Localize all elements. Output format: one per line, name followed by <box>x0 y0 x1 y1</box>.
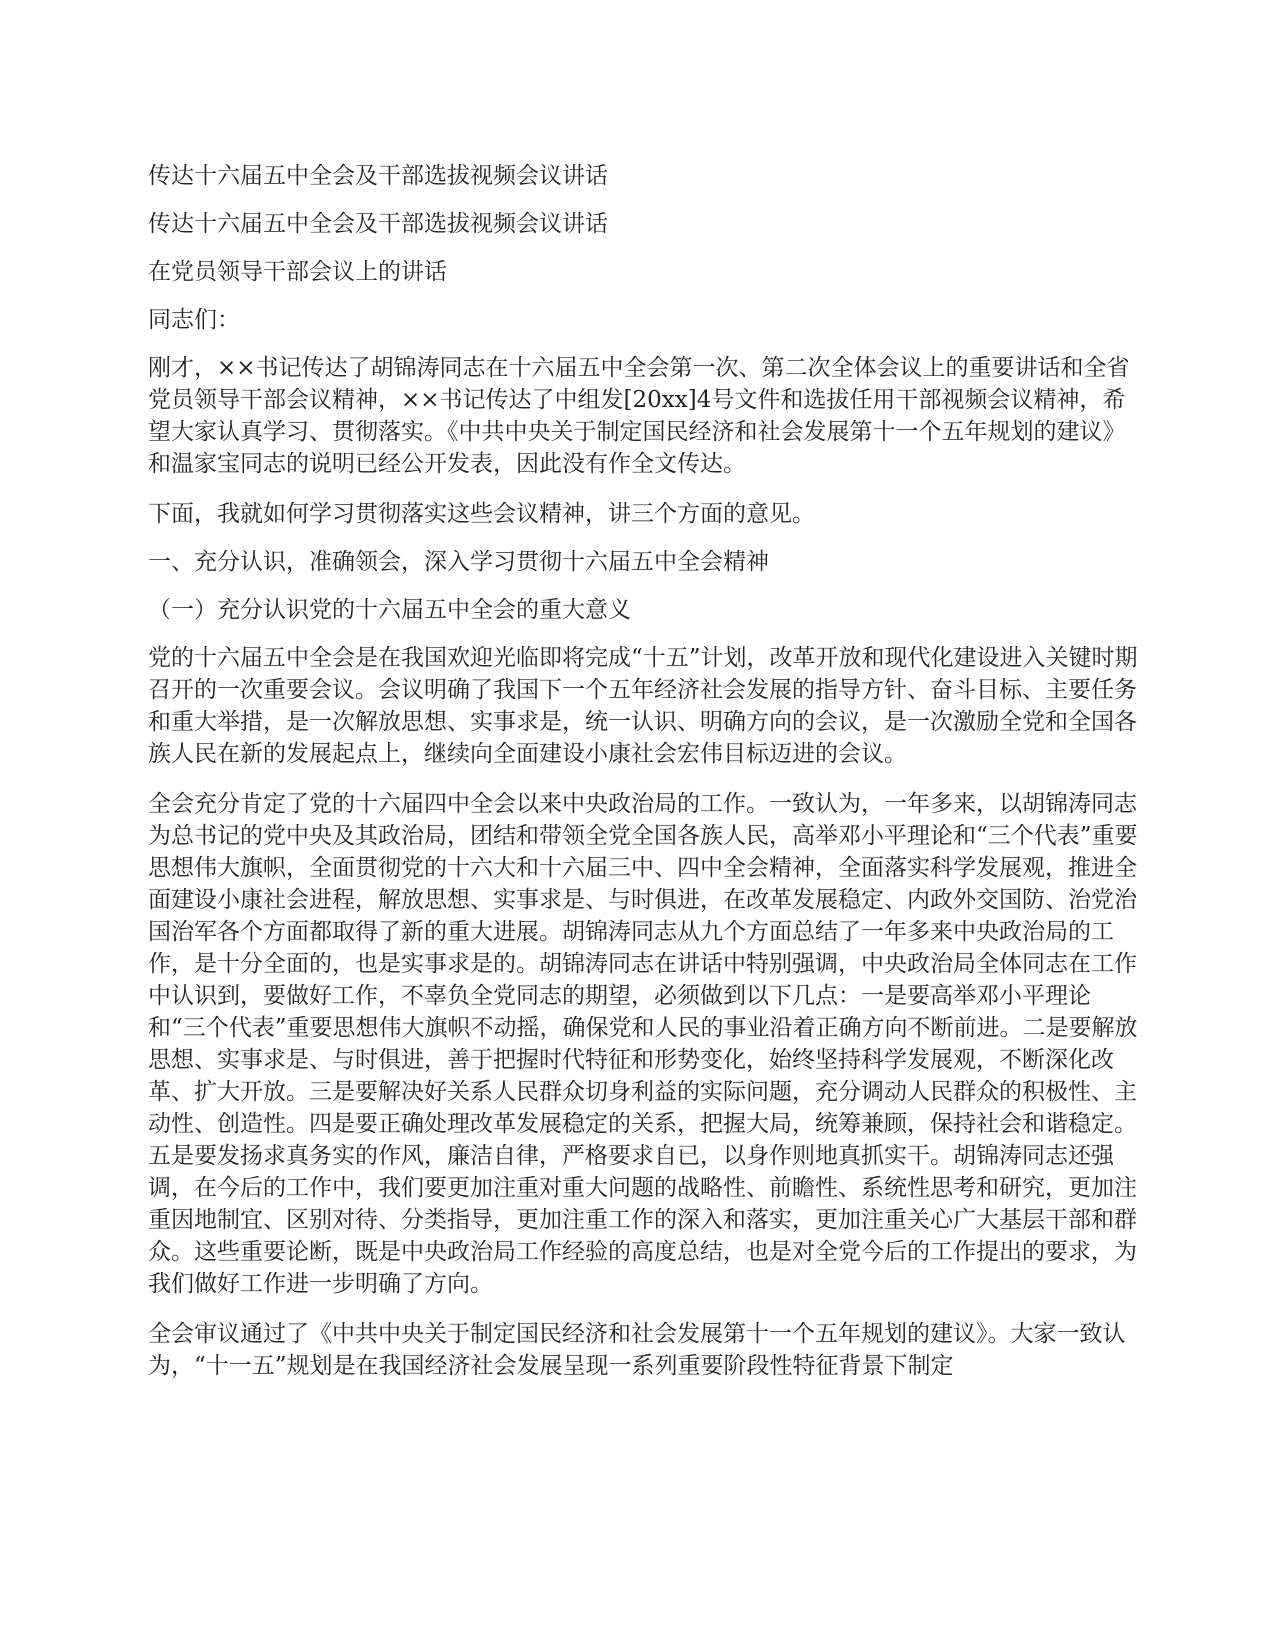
paragraph-five-year-plan: 全会审议通过了《中共中央关于制定国民经济和社会发展第十一个五年规划的建议》。大家一致认为，“十一五”规划是在我国经济社会发展呈现一系列重要阶段性特征背景下制定 <box>148 1321 1126 1379</box>
paragraph-outline: 下面，我就如何学习贯彻落实这些会议精神，讲三个方面的意见。 <box>148 501 815 527</box>
document-subtitle: 在党员领导干部会议上的讲话 <box>148 259 447 285</box>
section-heading-1: 一、充分认识，准确领会，深入学习贯彻十六届五中全会精神 <box>148 549 769 575</box>
document-title: 传达十六届五中全会及干部选拔视频会议讲话 <box>148 163 608 189</box>
subsection-heading-1: （一）充分认识党的十六届五中全会的重大意义 <box>148 597 631 623</box>
salutation: 同志们： <box>148 307 240 333</box>
document-title-repeat: 传达十六届五中全会及干部选拔视频会议讲话 <box>148 211 608 237</box>
paragraph-intro: 刚才，××书记传达了胡锦涛同志在十六届五中全会第一次、第二次全体会议上的重要讲话和全省党员领导干部会议精神，××书记传达了中组发[20xx]4号文件和选拔任用干部视频会议精神，希望大家认真学习、贯彻落实。《中共中央关于制定国民经济和社会发展第十一个五年规划的建议》和温家宝同志的说明已经公开发表，因此没有作全文传达。 <box>148 355 1130 477</box>
paragraph-politburo-work: 全会充分肯定了党的十六届四中全会以来中央政治局的工作。一致认为，一年多来，以胡锦涛同志为总书记的党中央及其政治局，团结和带领全党全国各族人民，高举邓小平理论和“三个代表”重要思想伟大旗帜，全面贯彻党的十六大和十六届三中、四中全会精神，全面落实科学发展观，推进全面建设小康社会进程，解放思想、实事求是、与时俱进，在改革发展稳定、内政外交国防、治党治国治军各个方面都取得了新的重大进展。胡锦涛同志从九个方面总结了一年多来中央政治局的工作，是十分全面的，也是实事求是的。胡锦涛同志在讲话中特别强调，中央政治局全体同志在工作中认识到，要做好工作，不辜负全党同志的期望，必须做到以下几点：一是要高举邓小平理论和“三个代表”重要思想伟大旗帜不动摇，确保党和人民的事业沿着正确方向不断前进。二是要解放思想、实事求是、与时俱进，善于把握时代特征和形势变化，始终坚持科学发展观，不断深化改革、扩大开放。三是要解决好关系人民群众切身利益的实际问题，充分调动人民群众的积极性、主动性、创造性。四是要正确处理改革发展稳定的关系，把握大局，统筹兼顾，保持社会和谐稳定。五是要发扬求真务实的作风，廉洁自律，严格要求自已，以身作则地真抓实干。胡锦涛同志还强调，在今后的工作中，我们要更加注重对重大问题的战略性、前瞻性、系统性思考和研究，更加注重因地制宜、区别对待、分类指导，更加注重工作的深入和落实，更加注重关心广大基层干部和群众。这些重要论断，既是中央政治局工作经验的高度总结，也是对全党今后的工作提出的要求，为我们做好工作进一步明确了方向。 <box>148 791 1138 1297</box>
paragraph-significance: 党的十六届五中全会是在我国欢迎光临即将完成“十五”计划，改革开放和现代化建设进入关键时期召开的一次重要会议。会议明确了我国下一个五年经济社会发展的指导方针、奋斗目标、主要任务和重大举措，是一次解放思想、实事求是，统一认识、明确方向的会议，是一次激励全党和全国各族人民在新的发展起点上，继续向全面建设小康社会宏伟目标迈进的会议。 <box>148 645 1138 767</box>
document-page <box>148 160 1138 1400</box>
